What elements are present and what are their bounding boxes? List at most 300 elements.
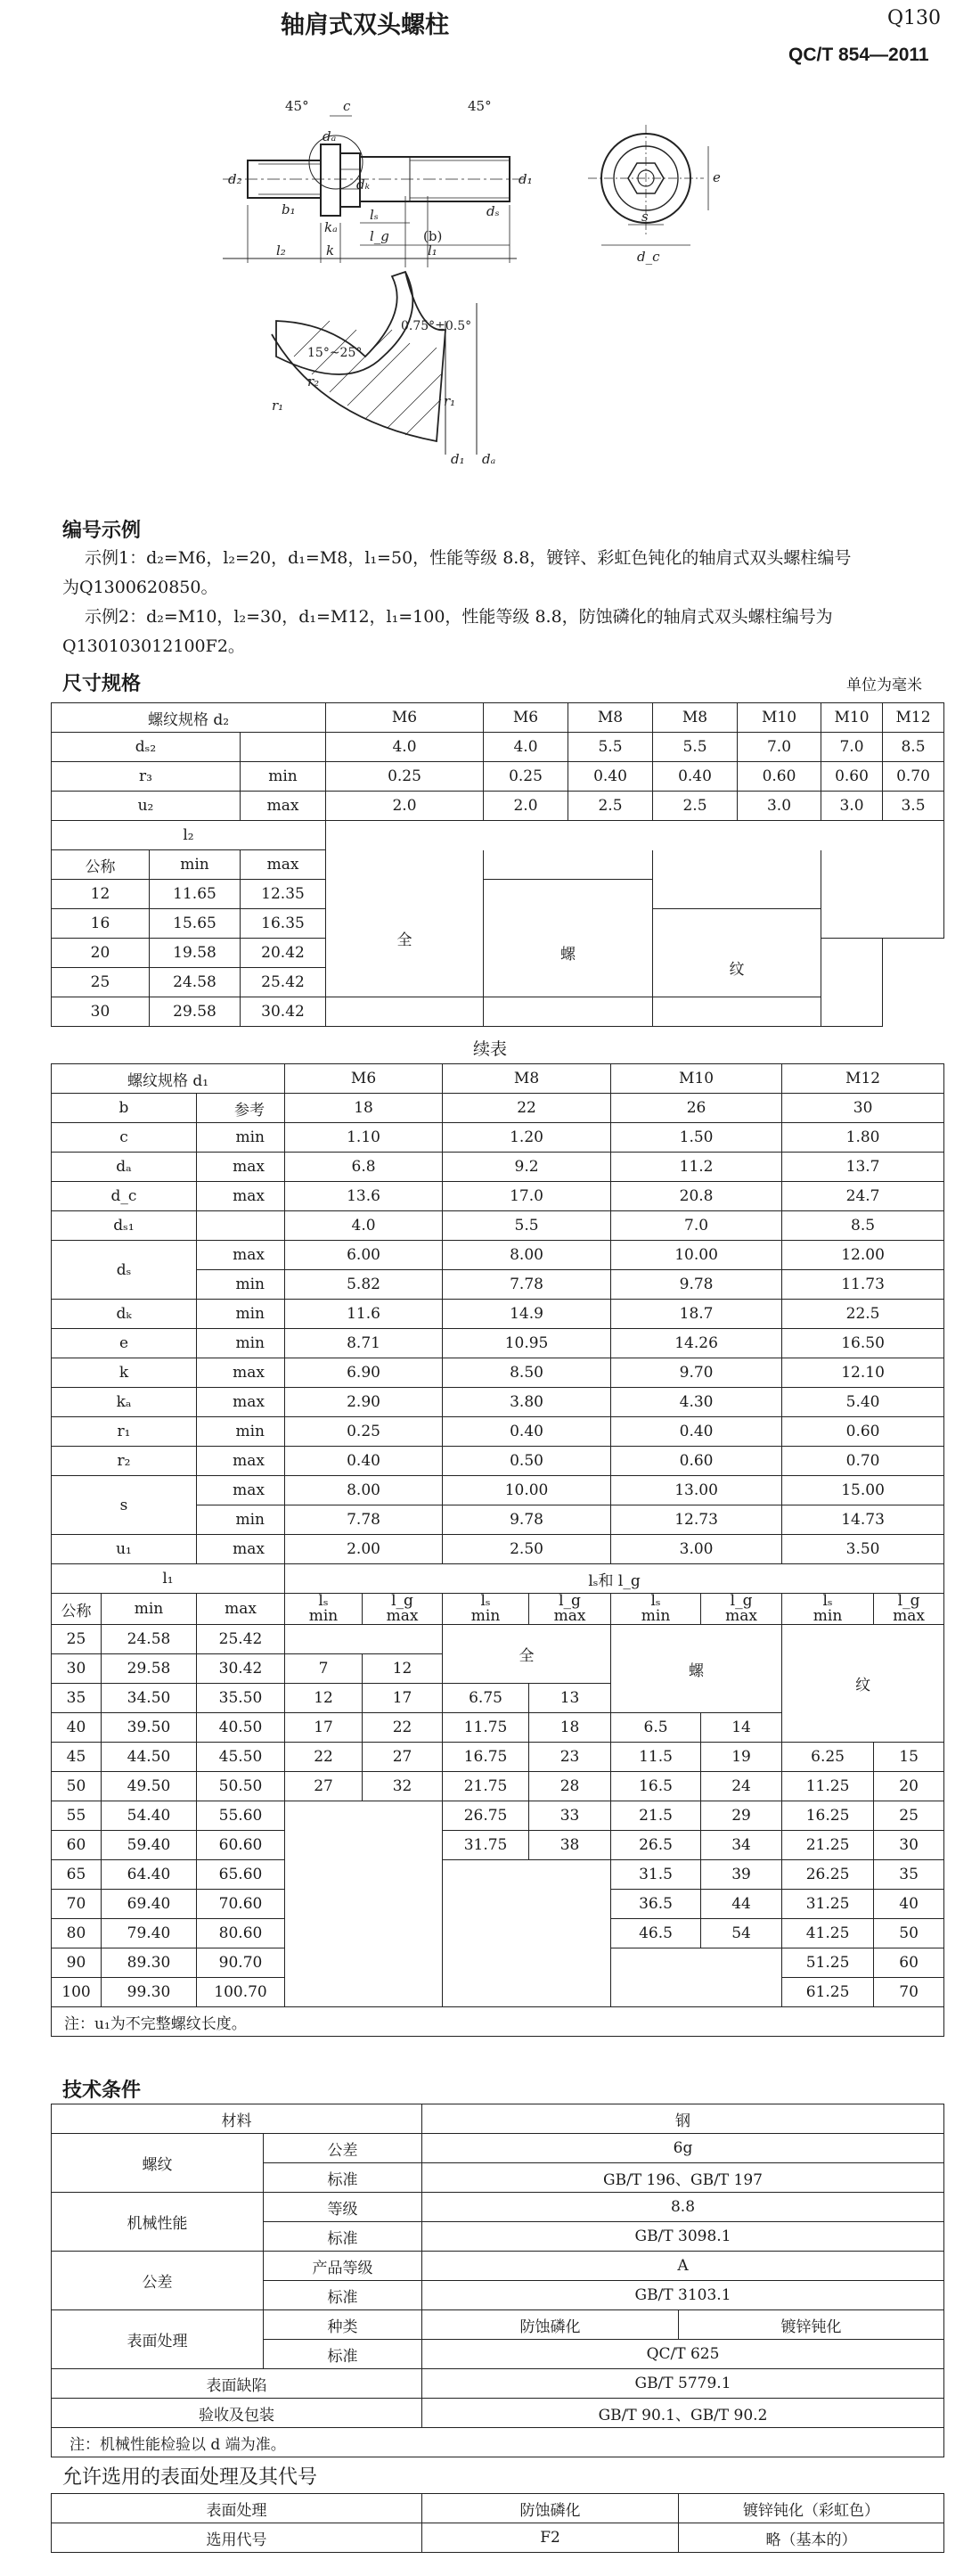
l1-value: 39.50 xyxy=(102,1713,197,1743)
param-value: 0.40 xyxy=(285,1447,443,1476)
param-value: 5.40 xyxy=(782,1388,944,1417)
example-heading: 编号示例 xyxy=(62,520,142,542)
m8-ls: 21.75 xyxy=(443,1772,529,1801)
param-value: 15.00 xyxy=(782,1476,944,1505)
thread-tol-value: 6g xyxy=(422,2134,944,2163)
param-value: 0.25 xyxy=(484,762,568,792)
param-value: 18.7 xyxy=(611,1300,782,1329)
size-note: 注：u₁为不完整螺纹长度。 xyxy=(52,2007,944,2037)
l2-value: 19.58 xyxy=(150,939,241,968)
l1-value: 49.50 xyxy=(102,1772,197,1801)
param-name: d_c xyxy=(52,1182,197,1211)
param-sub: max xyxy=(197,1447,285,1476)
m12-lg: 30 xyxy=(874,1831,944,1860)
ls-header: lₛ min xyxy=(285,1594,363,1625)
param-value: 5.5 xyxy=(568,733,653,762)
m12-ls: 11.25 xyxy=(782,1772,874,1801)
param-value: 10.95 xyxy=(443,1329,611,1358)
prod-grade-label: 产品等级 xyxy=(264,2252,422,2281)
param-value: 8.50 xyxy=(443,1358,611,1388)
l1-value: 50.50 xyxy=(197,1772,285,1801)
l1-value: 64.40 xyxy=(102,1860,197,1890)
m10-lg: 24 xyxy=(701,1772,782,1801)
param-value: 9.78 xyxy=(443,1505,611,1535)
l1-label: l₁ xyxy=(52,1564,285,1594)
spec-col: M12 xyxy=(883,703,944,733)
m10-ls: 26.5 xyxy=(611,1831,701,1860)
param-value: 14.73 xyxy=(782,1505,944,1535)
size-table-2 xyxy=(51,1063,944,2037)
l2-col-header: 公称 xyxy=(52,850,150,880)
param-value: 2.90 xyxy=(285,1388,443,1417)
l2-col-header: min xyxy=(150,850,241,880)
param-value: 0.50 xyxy=(443,1447,611,1476)
spec-col: M10 xyxy=(611,1064,782,1094)
cell-m8-end xyxy=(653,997,821,1027)
param-name: kₐ xyxy=(52,1388,197,1417)
m10-lg: 44 xyxy=(701,1890,782,1919)
param-value: 4.30 xyxy=(611,1388,782,1417)
detail-da: dₐ xyxy=(482,451,496,467)
l1-value: 65.60 xyxy=(197,1860,285,1890)
l2-spacer xyxy=(326,821,944,850)
m12-ls: 16.25 xyxy=(782,1801,874,1831)
detail-r2: r₂ xyxy=(307,373,320,390)
l1-value: 24.58 xyxy=(102,1625,197,1654)
accept-value: GB/T 90.1、GB/T 90.2 xyxy=(422,2399,944,2428)
param-value: 17.0 xyxy=(443,1182,611,1211)
param-value: 14.26 xyxy=(611,1329,782,1358)
param-value: 5.5 xyxy=(653,733,738,762)
l1-value: 100 xyxy=(52,1978,102,2007)
m12-lg: 35 xyxy=(874,1860,944,1890)
m10-ls: 36.5 xyxy=(611,1890,701,1919)
detail-d1: d₁ xyxy=(451,451,465,467)
l1-value: 44.50 xyxy=(102,1743,197,1772)
cell-m6b-end xyxy=(484,997,653,1027)
ls-header: lₛ min xyxy=(443,1594,529,1625)
label-c: c xyxy=(343,98,351,114)
param-sub: min xyxy=(197,1123,285,1153)
m6-ls: 27 xyxy=(285,1772,363,1801)
m8-lg: 38 xyxy=(529,1831,611,1860)
page-title: 轴肩式双头螺柱 xyxy=(281,12,449,39)
l1-value: 60 xyxy=(52,1831,102,1860)
param-name: s xyxy=(52,1476,197,1535)
m12-lg: 15 xyxy=(874,1743,944,1772)
surface-label: 表面处理 xyxy=(52,2310,264,2369)
param-value: 4.0 xyxy=(326,733,484,762)
m10-ls: 46.5 xyxy=(611,1919,701,1948)
opt-header-2: 防蚀磷化 xyxy=(422,2494,679,2523)
l1-value: 30.42 xyxy=(197,1654,285,1684)
m12-lg: 20 xyxy=(874,1772,944,1801)
param-sub: max xyxy=(197,1358,285,1388)
m10-ls: 11.5 xyxy=(611,1743,701,1772)
label-da: dₐ xyxy=(323,128,337,144)
param-value: 2.0 xyxy=(484,792,568,821)
param-value: 0.40 xyxy=(568,762,653,792)
l1-value: 40 xyxy=(52,1713,102,1743)
thread-std-value: GB/T 196、GB/T 197 xyxy=(422,2163,944,2193)
part-code: Q130 xyxy=(887,7,942,29)
m8-lg: 23 xyxy=(529,1743,611,1772)
param-value: 0.70 xyxy=(883,762,944,792)
param-sub: 参考 xyxy=(197,1094,285,1123)
spec-col: M8 xyxy=(568,703,653,733)
tolerance-label: 公差 xyxy=(52,2252,264,2310)
label-ds: dₛ xyxy=(486,203,500,219)
surf-std-value: QC/T 625 xyxy=(422,2340,944,2369)
param-value: 2.00 xyxy=(285,1535,443,1564)
param-value: 5.5 xyxy=(443,1211,611,1241)
l1-value: 35.50 xyxy=(197,1684,285,1713)
label-dk: dₖ xyxy=(356,176,371,193)
m6-ls: 22 xyxy=(285,1743,363,1772)
param-value: 3.5 xyxy=(883,792,944,821)
param-value: 6.8 xyxy=(285,1153,443,1182)
m8-ls: 6.75 xyxy=(443,1684,529,1713)
param-sub: max xyxy=(197,1153,285,1182)
param-value: 22.5 xyxy=(782,1300,944,1329)
param-sub: max xyxy=(241,792,326,821)
m8-ls: 31.75 xyxy=(443,1831,529,1860)
flange xyxy=(321,144,340,216)
param-value: 1.10 xyxy=(285,1123,443,1153)
l2-value: 16 xyxy=(52,909,150,939)
param-value: 6.00 xyxy=(285,1241,443,1270)
l1-value: 45.50 xyxy=(197,1743,285,1772)
param-name: u₁ xyxy=(52,1535,197,1564)
m12-ls: 41.25 xyxy=(782,1919,874,1948)
param-value: 7.0 xyxy=(821,733,883,762)
l2-col-header: max xyxy=(241,850,326,880)
thread-label: 螺纹 xyxy=(52,2134,264,2193)
ls-header: lₛ min xyxy=(611,1594,701,1625)
label-e: e xyxy=(713,169,721,185)
m8-lg: 18 xyxy=(529,1713,611,1743)
m8-lg: 33 xyxy=(529,1801,611,1831)
param-value: 1.50 xyxy=(611,1123,782,1153)
opt-code-basic: 略（基本的） xyxy=(679,2523,944,2553)
m6-ls: 17 xyxy=(285,1713,363,1743)
detail-angle1: 0.75°±0.5° xyxy=(401,319,472,333)
param-sub: min xyxy=(197,1300,285,1329)
label-s: s xyxy=(641,209,649,225)
thread-word-screw: 螺 xyxy=(611,1625,782,1713)
tech-table xyxy=(51,2104,944,2457)
m12-lg: 25 xyxy=(874,1801,944,1831)
defect-value: GB/T 5779.1 xyxy=(422,2369,944,2399)
l2-value: 11.65 xyxy=(150,880,241,909)
m10-empty-bottom xyxy=(611,1948,782,2007)
l2-value: 12 xyxy=(52,880,150,909)
m12-ls: 51.25 xyxy=(782,1948,874,1978)
param-value: 30 xyxy=(782,1094,944,1123)
param-name: c xyxy=(52,1123,197,1153)
detail-r1: r₁ xyxy=(272,398,284,414)
param-name: b xyxy=(52,1094,197,1123)
m10-ls: 31.5 xyxy=(611,1860,701,1890)
param-name: dₖ xyxy=(52,1300,197,1329)
param-value: 4.0 xyxy=(484,733,568,762)
l1-value: 69.40 xyxy=(102,1890,197,1919)
m8-ls: 26.75 xyxy=(443,1801,529,1831)
m8-ls: 16.75 xyxy=(443,1743,529,1772)
m10-lg: 29 xyxy=(701,1801,782,1831)
l1-value: 90 xyxy=(52,1948,102,1978)
label-ka: kₐ xyxy=(324,219,338,235)
surface-options-heading: 允许选用的表面处理及其代号 xyxy=(62,2466,318,2489)
ls-lg-label: lₛ和 l_g xyxy=(285,1564,944,1594)
surf-std-label: 标准 xyxy=(264,2340,422,2369)
m10-lg: 19 xyxy=(701,1743,782,1772)
cell-m8 xyxy=(653,850,821,909)
l1-value: 59.40 xyxy=(102,1831,197,1860)
param-value: 24.7 xyxy=(782,1182,944,1211)
size-table-2-body xyxy=(52,1064,944,2037)
param-name: u₂ xyxy=(52,792,241,821)
param-value: 18 xyxy=(285,1094,443,1123)
tol-std-value: GB/T 3103.1 xyxy=(422,2281,944,2310)
l1-value: 54.40 xyxy=(102,1801,197,1831)
spec-col: M10 xyxy=(821,703,883,733)
param-sub: min xyxy=(197,1329,285,1358)
label-b1: b₁ xyxy=(282,201,296,217)
m6-empty xyxy=(285,1625,443,1654)
param-value: 2.50 xyxy=(443,1535,611,1564)
l2-value: 25 xyxy=(52,968,150,997)
grade-label: 等级 xyxy=(264,2193,422,2222)
detail-angle2: 15°~25° xyxy=(307,346,363,360)
param-value: 8.00 xyxy=(285,1476,443,1505)
l1-value: 65 xyxy=(52,1860,102,1890)
param-value: 9.70 xyxy=(611,1358,782,1388)
opt-code-f2: F2 xyxy=(422,2523,679,2553)
m6-ls: 12 xyxy=(285,1684,363,1713)
l2-value: 20.42 xyxy=(241,939,326,968)
thread-std-label: 标准 xyxy=(264,2163,422,2193)
param-value: 2.5 xyxy=(568,792,653,821)
l1-value: 25.42 xyxy=(197,1625,285,1654)
param-value: 22 xyxy=(443,1094,611,1123)
l1-value: 99.30 xyxy=(102,1978,197,2007)
l1-col-header: 公称 xyxy=(52,1594,102,1625)
l2-value: 25.42 xyxy=(241,968,326,997)
detail-r1b: r₁ xyxy=(444,393,456,409)
mech-std-value: GB/T 3098.1 xyxy=(422,2222,944,2252)
l1-value: 35 xyxy=(52,1684,102,1713)
param-value: 3.50 xyxy=(782,1535,944,1564)
param-name: r₁ xyxy=(52,1417,197,1447)
tech-note: 注：机械性能检验以 d 端为准。 xyxy=(52,2428,944,2457)
param-value: 6.90 xyxy=(285,1358,443,1388)
lg-header: l_g max xyxy=(874,1594,944,1625)
param-value: 2.5 xyxy=(653,792,738,821)
opt-code-label: 选用代号 xyxy=(52,2523,422,2553)
m8-empty-bottom xyxy=(443,1860,611,2007)
m12-lg: 50 xyxy=(874,1919,944,1948)
l1-value: 60.60 xyxy=(197,1831,285,1860)
param-sub: max xyxy=(197,1241,285,1270)
label-dc: d_c xyxy=(637,249,660,265)
stud-drawing xyxy=(223,89,784,499)
m6-lg: 17 xyxy=(363,1684,443,1713)
l1-value: 45 xyxy=(52,1743,102,1772)
l1-value: 70 xyxy=(52,1890,102,1919)
label-angle-left: 45° xyxy=(285,98,309,114)
cell-m12-2 xyxy=(821,968,883,1027)
l1-value: 55.60 xyxy=(197,1801,285,1831)
l1-value: 90.70 xyxy=(197,1948,285,1978)
m8-lg: 28 xyxy=(529,1772,611,1801)
thread-tol-label: 公差 xyxy=(264,2134,422,2163)
l1-value: 70.60 xyxy=(197,1890,285,1919)
param-value: 3.80 xyxy=(443,1388,611,1417)
accept-label: 验收及包装 xyxy=(52,2399,422,2428)
m12-ls: 26.25 xyxy=(782,1860,874,1890)
spec-col: M12 xyxy=(782,1064,944,1094)
param-value: 2.0 xyxy=(326,792,484,821)
m10-lg: 14 xyxy=(701,1713,782,1743)
param-value: 0.25 xyxy=(285,1417,443,1447)
param-sub: max xyxy=(197,1388,285,1417)
param-sub: min xyxy=(197,1417,285,1447)
param-sub: max xyxy=(197,1182,285,1211)
param-value: 14.9 xyxy=(443,1300,611,1329)
m10-lg: 39 xyxy=(701,1860,782,1890)
param-value: 0.25 xyxy=(326,762,484,792)
param-value: 0.60 xyxy=(821,762,883,792)
l1-value: 100.70 xyxy=(197,1978,285,2007)
param-value: 13.00 xyxy=(611,1476,782,1505)
label-angle-right: 45° xyxy=(468,98,492,114)
m6-empty-bottom xyxy=(285,1801,443,2007)
l2-value: 12.35 xyxy=(241,880,326,909)
param-value: 0.40 xyxy=(653,762,738,792)
label-d2: d₂ xyxy=(228,171,242,187)
m8-ls: 11.75 xyxy=(443,1713,529,1743)
param-value: 8.5 xyxy=(782,1211,944,1241)
param-name: dₐ xyxy=(52,1153,197,1182)
param-value: 3.0 xyxy=(738,792,821,821)
param-value: 0.70 xyxy=(782,1447,944,1476)
cell-m12 xyxy=(821,939,883,968)
param-value: 10.00 xyxy=(443,1476,611,1505)
label-d1: d₁ xyxy=(519,171,533,187)
param-value: 11.2 xyxy=(611,1153,782,1182)
l2-label: l₂ xyxy=(52,821,326,850)
example-text xyxy=(62,544,958,661)
lg-header: l_g max xyxy=(701,1594,782,1625)
label-l1: l₁ xyxy=(428,242,437,258)
m12-lg: 40 xyxy=(874,1890,944,1919)
example-2-line-b: Q130103012100F2。 xyxy=(62,636,245,656)
l1-value: 30 xyxy=(52,1654,102,1684)
param-sub xyxy=(197,1211,285,1241)
label-l2: l₂ xyxy=(276,242,286,258)
grade-value: 8.8 xyxy=(422,2193,944,2222)
param-value: 8.71 xyxy=(285,1329,443,1358)
spec-col: M6 xyxy=(326,703,484,733)
size-table-1-body xyxy=(52,703,944,1027)
m6-lg: 32 xyxy=(363,1772,443,1801)
kind-label: 种类 xyxy=(264,2310,422,2340)
spec-col: M8 xyxy=(653,703,738,733)
l2-value: 16.35 xyxy=(241,909,326,939)
param-value: 7.0 xyxy=(611,1211,782,1241)
size-heading: 尺寸规格 xyxy=(62,673,142,695)
lg-header: l_g max xyxy=(529,1594,611,1625)
cell-m10 xyxy=(821,850,944,939)
thread-word-screw: 螺 xyxy=(484,909,653,997)
param-value: 0.40 xyxy=(443,1417,611,1447)
l1-col-header: max xyxy=(197,1594,285,1625)
l1-value: 29.58 xyxy=(102,1654,197,1684)
mech-label: 机械性能 xyxy=(52,2193,264,2252)
param-value: 20.8 xyxy=(611,1182,782,1211)
param-value: 7.78 xyxy=(285,1505,443,1535)
l1-value: 89.30 xyxy=(102,1948,197,1978)
m10-ls: 16.5 xyxy=(611,1772,701,1801)
param-value: 3.00 xyxy=(611,1535,782,1564)
cell-m6b-2 xyxy=(484,880,653,909)
l2-value: 29.58 xyxy=(150,997,241,1027)
m10-lg: 34 xyxy=(701,1831,782,1860)
param-name: r₃ xyxy=(52,762,241,792)
spec-label: 螺纹规格 d₁ xyxy=(52,1064,285,1094)
param-sub: max xyxy=(197,1476,285,1505)
param-value: 0.60 xyxy=(611,1447,782,1476)
param-value: 13.6 xyxy=(285,1182,443,1211)
param-value: 4.0 xyxy=(285,1211,443,1241)
m6-lg: 22 xyxy=(363,1713,443,1743)
cell-m8-2 xyxy=(653,909,821,939)
param-name: k xyxy=(52,1358,197,1388)
opt-header-3: 镀锌钝化（彩虹色） xyxy=(679,2494,944,2523)
tech-heading: 技术条件 xyxy=(62,2080,142,2102)
surface-options-table xyxy=(51,2493,944,2553)
param-name: dₛ₁ xyxy=(52,1211,197,1241)
l1-value: 55 xyxy=(52,1801,102,1831)
thread-word-thread: 纹 xyxy=(782,1625,944,1743)
label-ls: lₛ xyxy=(370,207,379,223)
l2-value: 24.58 xyxy=(150,968,241,997)
param-name: r₂ xyxy=(52,1447,197,1476)
m8-lg: 13 xyxy=(529,1684,611,1713)
l1-value: 80 xyxy=(52,1919,102,1948)
param-value: 1.80 xyxy=(782,1123,944,1153)
m10-lg: 54 xyxy=(701,1919,782,1948)
tol-std-label: 标准 xyxy=(264,2281,422,2310)
param-sub: min xyxy=(197,1270,285,1300)
defect-label: 表面缺陷 xyxy=(52,2369,422,2399)
param-value: 12.73 xyxy=(611,1505,782,1535)
thread-word-thread: 纹 xyxy=(653,939,821,997)
l1-col-header: min xyxy=(102,1594,197,1625)
lg-header: l_g max xyxy=(363,1594,443,1625)
m12-ls: 21.25 xyxy=(782,1831,874,1860)
param-name: dₛ xyxy=(52,1241,197,1300)
l1-value: 25 xyxy=(52,1625,102,1654)
param-value: 10.00 xyxy=(611,1241,782,1270)
spec-col: M10 xyxy=(738,703,821,733)
param-sub: min xyxy=(197,1505,285,1535)
param-value: 3.0 xyxy=(821,792,883,821)
param-sub: max xyxy=(197,1535,285,1564)
m6-ls: 7 xyxy=(285,1654,363,1684)
l1-value: 50 xyxy=(52,1772,102,1801)
